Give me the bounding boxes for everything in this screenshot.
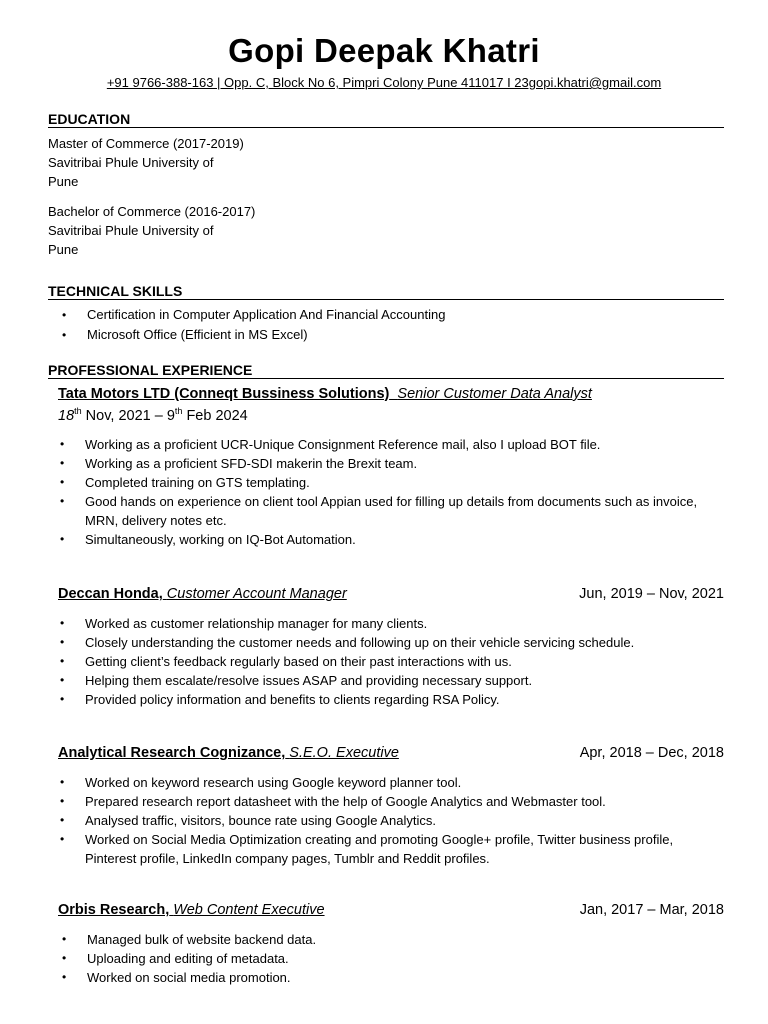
list-item: • Completed training on GTS templating. [60, 473, 700, 492]
list-item: • Analysed traffic, visitors, bounce rate using Google Analytics. [60, 811, 700, 830]
list-item: • Microsoft Office (Efficient in MS Excel) [62, 325, 445, 345]
date-start-suffix: th [74, 406, 82, 416]
degree: Bachelor of Commerce (2016-2017) [48, 204, 256, 219]
list-item: • Closely understanding the customer needs and following up on their vehicle servicing schedule. [60, 633, 700, 652]
job-header-orbis [58, 902, 724, 918]
list-item: • Provided policy information and benefits to clients regarding RSA Policy. [60, 690, 700, 709]
education-entry-master [48, 134, 288, 191]
education-entry-bachelor [48, 202, 288, 259]
education-heading: EDUCATION [48, 111, 724, 128]
list-item: • Getting client’s feedback regularly based on their past interactions with us. [60, 652, 700, 671]
job-title-line [58, 745, 399, 761]
company-name: Analytical Research Cognizance, [58, 745, 286, 761]
date-end-rest: Feb 2024 [182, 407, 248, 424]
list-item: • Working as a proficient UCR-Unique Consignment Reference mail, also I upload BOT file. [60, 435, 700, 454]
institution-city: Pune [48, 242, 79, 257]
list-item: • Worked on social media promotion. [62, 968, 702, 987]
job-role: Web Content Executive [173, 902, 325, 918]
company-name: Deccan Honda, [58, 586, 163, 602]
institution-city: Pune [48, 174, 79, 189]
list-item: • Worked on keyword research using Google keyword planner tool. [60, 773, 700, 792]
job-header-cognizance [58, 745, 724, 761]
experience-heading: PROFESSIONAL EXPERIENCE [48, 362, 724, 379]
job-dates: Jan, 2017 – Mar, 2018 [579, 902, 724, 918]
date-end-suffix: th [174, 406, 183, 416]
list-item: • Prepared research report datasheet with the help of Google Analytics and Webmaster tool. [60, 792, 700, 811]
list-item: • Uploading and editing of metadata. [62, 949, 702, 968]
date-start-rest: Nov, 2021 – 9 [81, 407, 175, 424]
degree: Master of Commerce (2017-2019) [48, 136, 244, 151]
list-item: • Helping them escalate/resolve issues ASAP and providing necessary support. [60, 671, 700, 690]
date-start-day: 18 [58, 407, 75, 424]
list-item: • Simultaneously, working on IQ-Bot Automation. [60, 530, 700, 549]
job-role: S.E.O. Executive [289, 745, 399, 761]
job-bullets-deccan [60, 614, 700, 709]
job-title-line [58, 902, 325, 918]
job-bullets-orbis [62, 930, 702, 987]
job-title-line [58, 386, 592, 402]
list-item: • Worked on Social Media Optimization creating and promoting Google+ profile, Twitter business profile, Pinterest profile, LinkedIn company pages, Tumblr and Reddit profiles. [60, 830, 700, 868]
list-item: • Certification in Computer Application And Financial Accounting [62, 305, 445, 325]
list-item: • Working as a proficient SFD-SDI makerin the Brexit team. [60, 454, 700, 473]
job-bullets-tata [60, 435, 700, 549]
institution: Savitribai Phule University of [48, 155, 214, 170]
contact-line: +91 9766-388-163 | Opp. C, Block No 6, Pimpri Colony Pune 411017 I 23gopi.khatri@gmail.com [106, 75, 662, 90]
job-role: Customer Account Manager [166, 586, 347, 602]
job-dates: Apr, 2018 – Dec, 2018 [579, 745, 724, 761]
job-title-line [58, 586, 347, 602]
job-bullets-cognizance [60, 773, 700, 868]
list-item: • Good hands on experience on client tool Appian used for filling up details from documents such as invoice, MRN, delivery notes etc. [60, 492, 700, 530]
job-header-deccan [58, 586, 724, 602]
list-item: • Managed bulk of website backend data. [62, 930, 702, 949]
company-name: Tata Motors LTD (Conneqt Bussiness Solutions) [58, 386, 390, 402]
company-name: Orbis Research, [58, 902, 170, 918]
skills-list [62, 305, 445, 345]
institution: Savitribai Phule University of [48, 223, 214, 238]
candidate-name: Gopi Deepak Khatri [228, 32, 540, 69]
job-header-tata [58, 386, 724, 402]
list-item: • Worked as customer relationship manager for many clients. [60, 614, 700, 633]
skills-heading: TECHNICAL SKILLS [48, 283, 724, 300]
job-dates: Jun, 2019 – Nov, 2021 [579, 586, 724, 602]
job-dates [58, 406, 248, 424]
job-role: Senior Customer Data Analyst [397, 386, 592, 402]
